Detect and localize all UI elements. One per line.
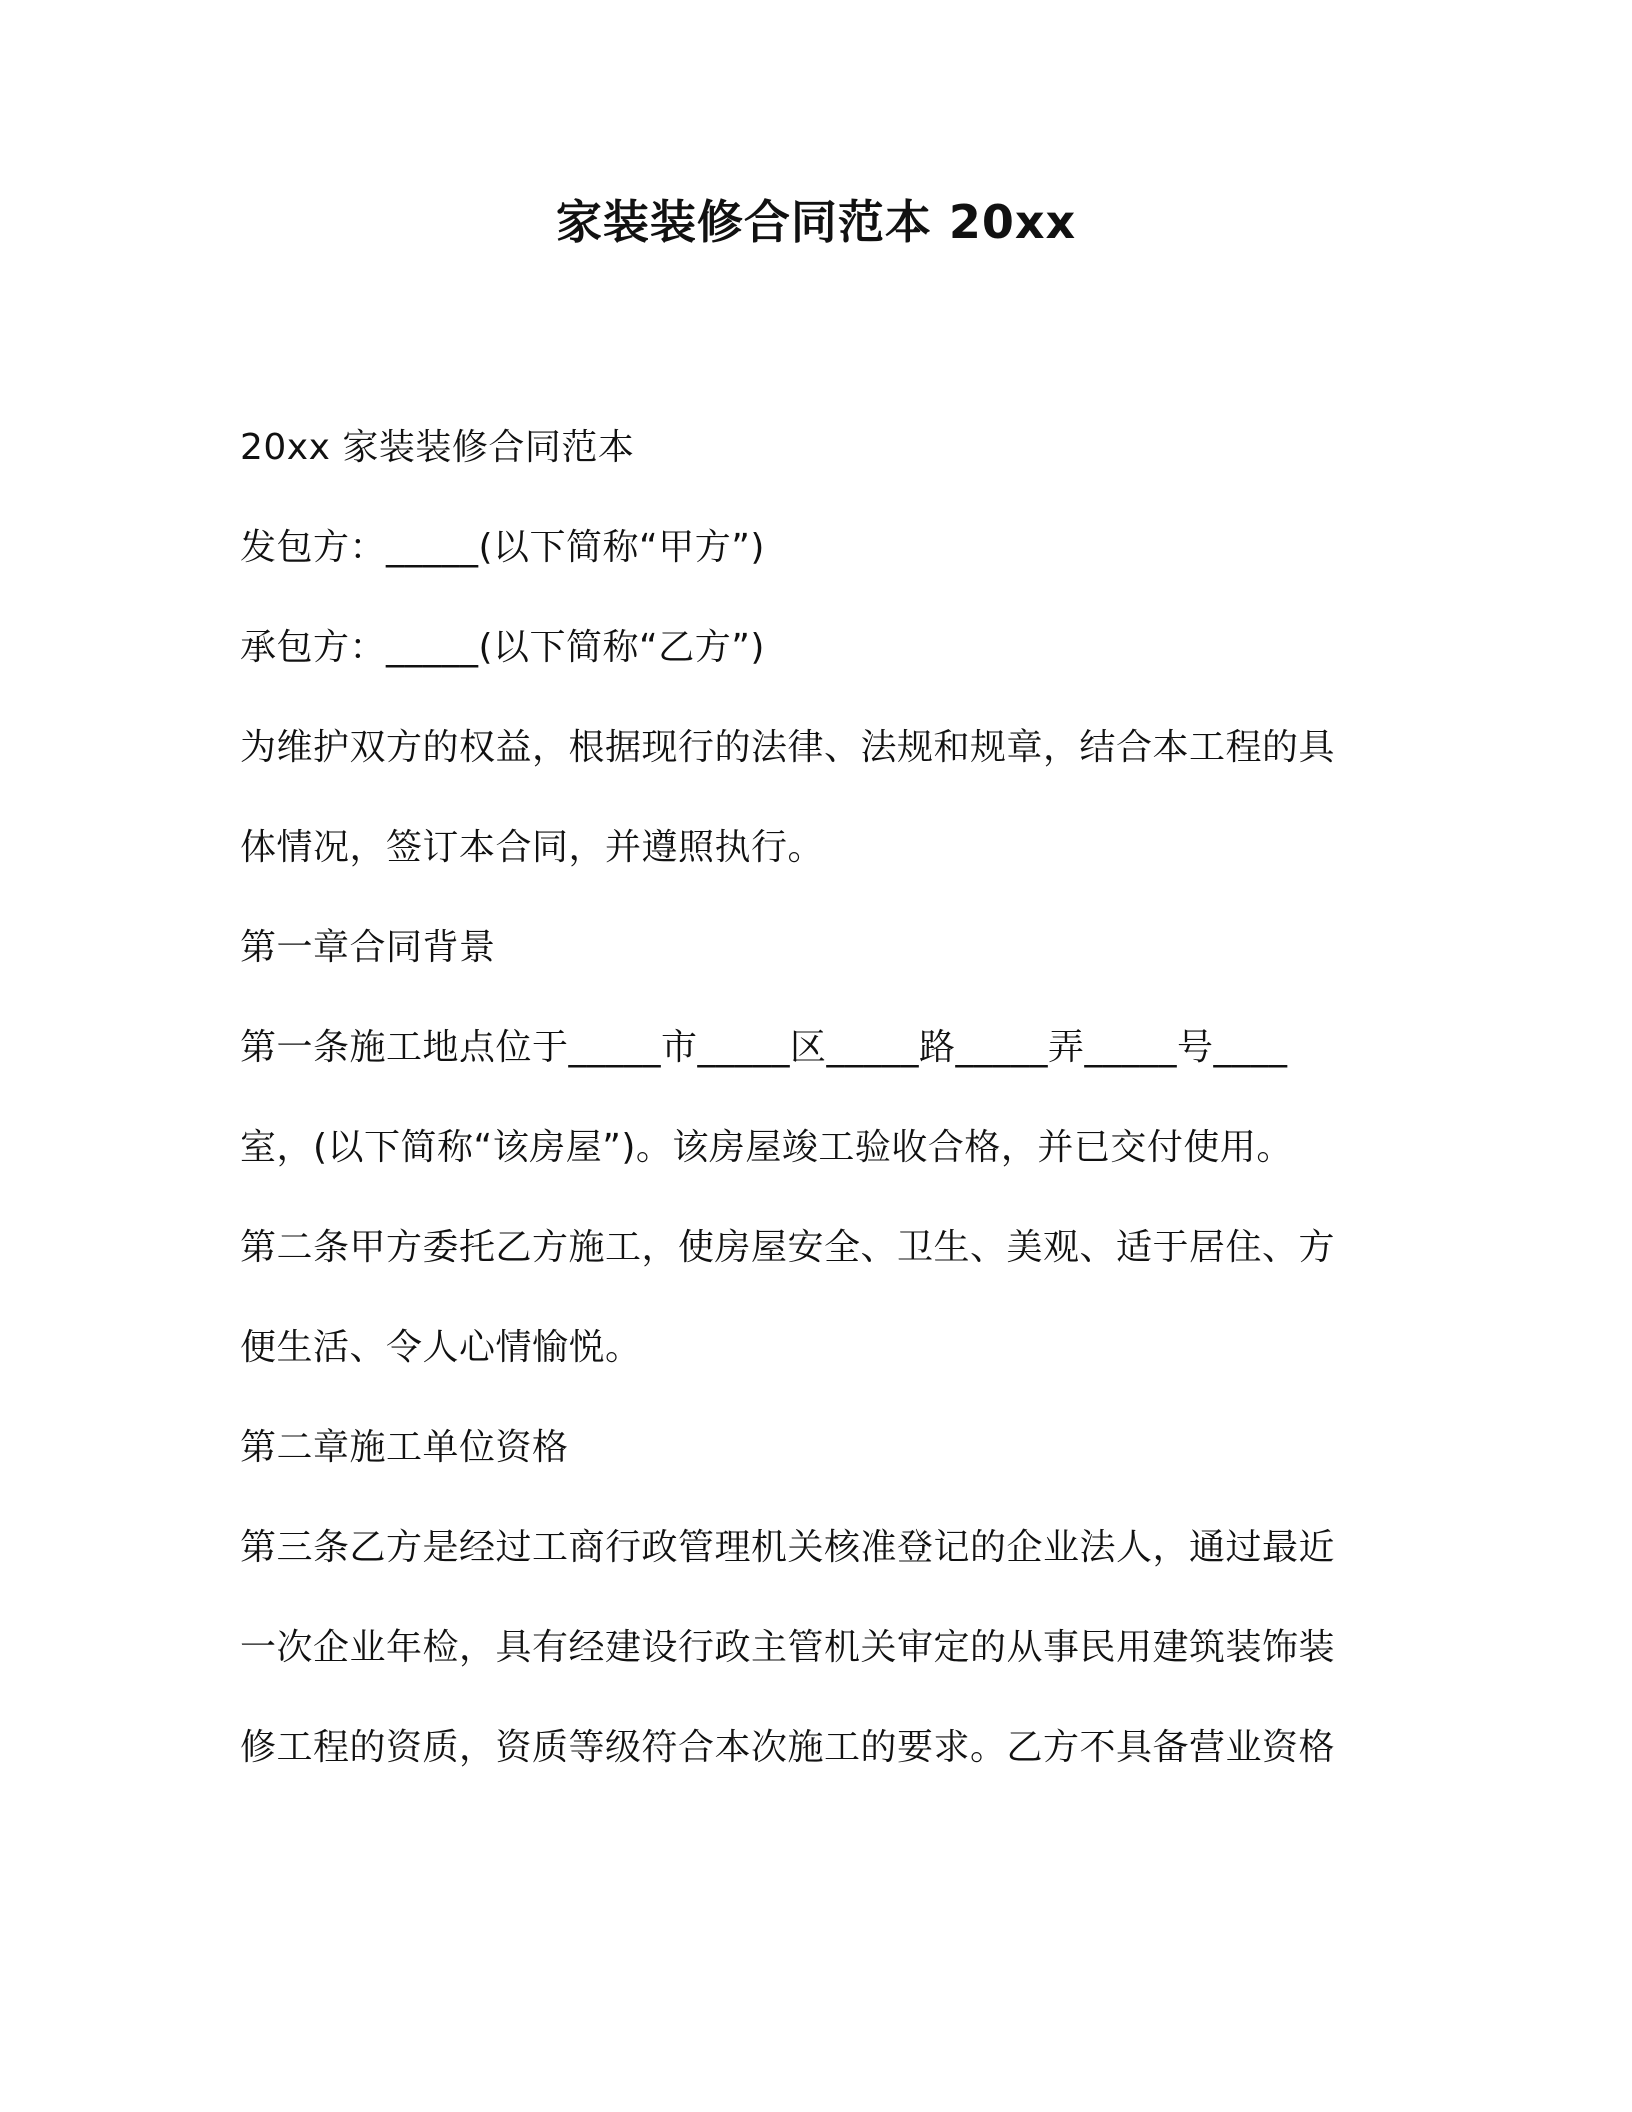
article-2-line-2: 便生活、令人心情愉悦。 <box>240 1327 642 1368</box>
document-body <box>240 418 1400 1818</box>
document-title: 家装装修合同范本 20xx <box>555 195 1077 249</box>
article-3-line-1: 第三条乙方是经过工商行政管理机关核准登记的企业法人，通过最近 <box>240 1527 1336 1568</box>
subtitle-line: 20xx 家装装修合同范本 <box>240 427 635 468</box>
article-1-line-1: 第一条施工地点位于_____市_____区_____路_____弄_____号____ <box>240 1027 1288 1068</box>
preamble-line-2: 体情况，签订本合同，并遵照执行。 <box>240 827 825 868</box>
article-3-line-3: 修工程的资质，资质等级符合本次施工的要求。乙方不具备营业资格 <box>240 1727 1336 1768</box>
chapter-2-heading: 第二章施工单位资格 <box>240 1427 569 1468</box>
party-b-line: 承包方：_____(以下简称“乙方”) <box>240 627 765 668</box>
party-a-line: 发包方：_____(以下简称“甲方”) <box>240 527 765 568</box>
article-1-line-2: 室，(以下简称“该房屋”)。该房屋竣工验收合格，并已交付使用。 <box>240 1127 1293 1168</box>
article-2-line-1: 第二条甲方委托乙方施工，使房屋安全、卫生、美观、适于居住、方 <box>240 1227 1336 1268</box>
preamble-line-1: 为维护双方的权益，根据现行的法律、法规和规章，结合本工程的具 <box>240 727 1336 768</box>
article-3-line-2: 一次企业年检，具有经建设行政主管机关审定的从事民用建筑装饰装 <box>240 1627 1336 1668</box>
chapter-1-heading: 第一章合同背景 <box>240 927 496 968</box>
